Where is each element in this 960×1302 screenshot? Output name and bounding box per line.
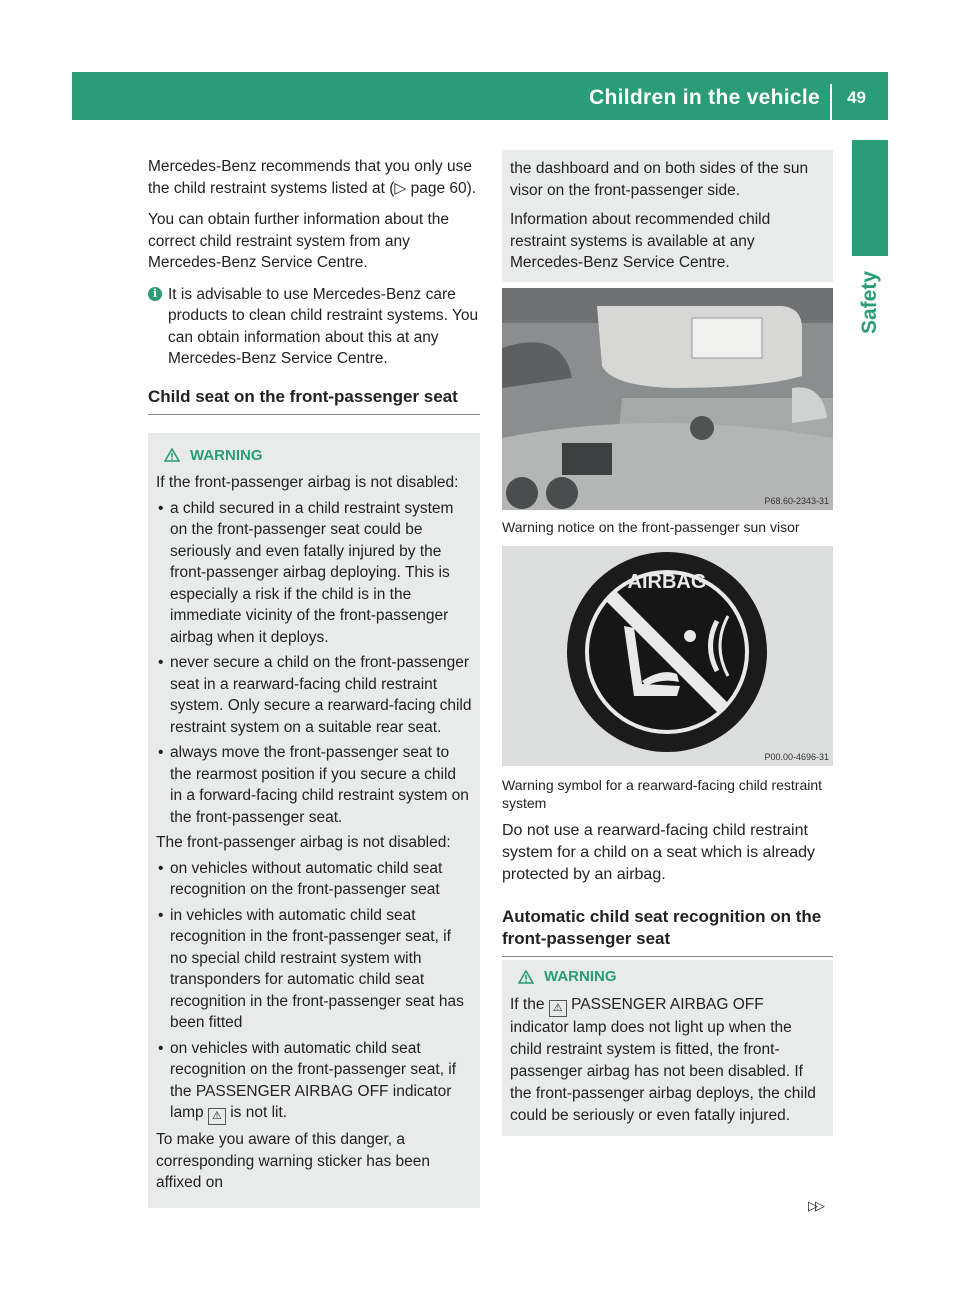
warning-triangle-icon [518, 970, 534, 984]
chapter-title: Children in the vehicle [589, 86, 820, 109]
continue-arrows-icon: ▷▷ [808, 1198, 822, 1213]
info-icon: i [148, 287, 162, 301]
list-item-tail: is not lit. [230, 1104, 288, 1121]
airbag-off-symbol-icon: ⚠ [208, 1108, 226, 1125]
paragraph-no-rearward-facing: Do not use a rearward-facing child restraint system for a child on a seat which is already protected by an airbag. [502, 822, 816, 883]
list-item: • a child secured in a child restraint system on the front-passenger seat could be seriously and even fatally injured by the front-passenger airbag deploying. This is especially a risk if the child is in the immediate vicinity of the front-passenger airbag when it deploys. [156, 498, 472, 649]
section-tab-block [852, 140, 888, 256]
list-item: • always move the front-passenger seat to the rearmost position if you secure a child in a forward-facing child restraint system on the front-passenger seat. [156, 742, 472, 828]
caption-airbag-symbol: Warning symbol for a rearward-facing child restraint system [502, 777, 823, 811]
list-item: • in vehicles with automatic child seat recognition in the front-passenger seat, if no special child restraint system with transponders for automatic child seat recognition in the front-passenger seat has been fitted [156, 905, 472, 1034]
warning-text-body: PASSENGER AIRBAG OFF indicator lamp does not light up when the child restraint system is fitted, the front-passenger airbag has not been disabled. If the front-passenger airbag deploys, the child could be seriously or even fatally injured. [510, 996, 816, 1124]
page-header [72, 72, 888, 120]
page-number: 49 [847, 88, 866, 107]
warning-continuation: the dashboard and on both sides of the sun visor on the front-passenger side. [510, 160, 809, 199]
warning-triangle-icon [164, 448, 180, 462]
list-item: • on vehicles without automatic child seat recognition on the front-passenger seat [156, 858, 472, 901]
section-heading-auto-recognition: Automatic child seat recognition on the front-passenger seat [502, 906, 833, 957]
caption-sun-visor: Warning notice on the front-passenger sun visor [502, 519, 800, 535]
warning-box [148, 433, 480, 1208]
warning-list-1 [156, 498, 472, 829]
list-item [156, 1038, 472, 1126]
warning-outro: To make you aware of this danger, a corresponding warning sticker has been affixed on [156, 1131, 430, 1191]
airbag-warning-symbol-image [502, 546, 833, 766]
section-tab-label: Safety [858, 270, 881, 334]
airbag-off-symbol-icon: ⚠ [549, 1000, 567, 1017]
warning-header [518, 966, 825, 988]
sun-visor-photo [502, 288, 833, 510]
warning-text [510, 994, 825, 1127]
list-item-text: on vehicles with automatic child seat recognition on the front-passenger seat, if the PASSENGER AIRBAG OFF indicator lamp [170, 1039, 457, 1121]
airbag-prohibition-icon [502, 546, 833, 766]
warning-intro-2: The front-passenger airbag is not disabled: [156, 834, 451, 851]
airbag-symbol-text: AIRBAG [627, 571, 707, 593]
warning-continuation-2: Information about recommended child restraint systems is available at any Mercedes-Benz Service Centre. [510, 211, 771, 271]
image-code: P00.00-4696-31 [764, 752, 829, 762]
warning-box-2 [502, 960, 833, 1136]
paragraph-further-info: You can obtain further information about the correct child restraint system from any Mercedes-Benz Service Centre. [148, 211, 450, 271]
sun-visor-illustration [502, 288, 833, 510]
warning-box-continued [502, 150, 833, 282]
left-column [148, 156, 480, 1208]
warning-list-2 [156, 858, 472, 1126]
info-text: It is advisable to use Mercedes-Benz care products to clean child restraint systems. You can obtain information about this at any Mercedes-Benz Service Centre. [168, 285, 479, 367]
info-note [148, 284, 480, 370]
warning-text-pre: If the [510, 996, 545, 1013]
warning-header [164, 445, 472, 467]
list-item: • never secure a child on the front-passenger seat in a rearward-facing child restraint system. Only secure a rearward-facing child restraint system on a suitable rear seat. [156, 652, 472, 738]
right-column-top [502, 150, 833, 282]
section-heading-child-seat: Child seat on the front-passenger seat [148, 386, 480, 415]
header-divider [830, 84, 832, 120]
warning-label: WARNING [544, 968, 617, 985]
paragraph-recommendation: Mercedes-Benz recommends that you only use the child restraint systems listed at (▷ page 60). [148, 158, 477, 197]
image-code: P68.60-2343-31 [764, 496, 829, 506]
warning-intro: If the front-passenger airbag is not disabled: [156, 474, 459, 491]
warning-label: WARNING [190, 446, 263, 464]
